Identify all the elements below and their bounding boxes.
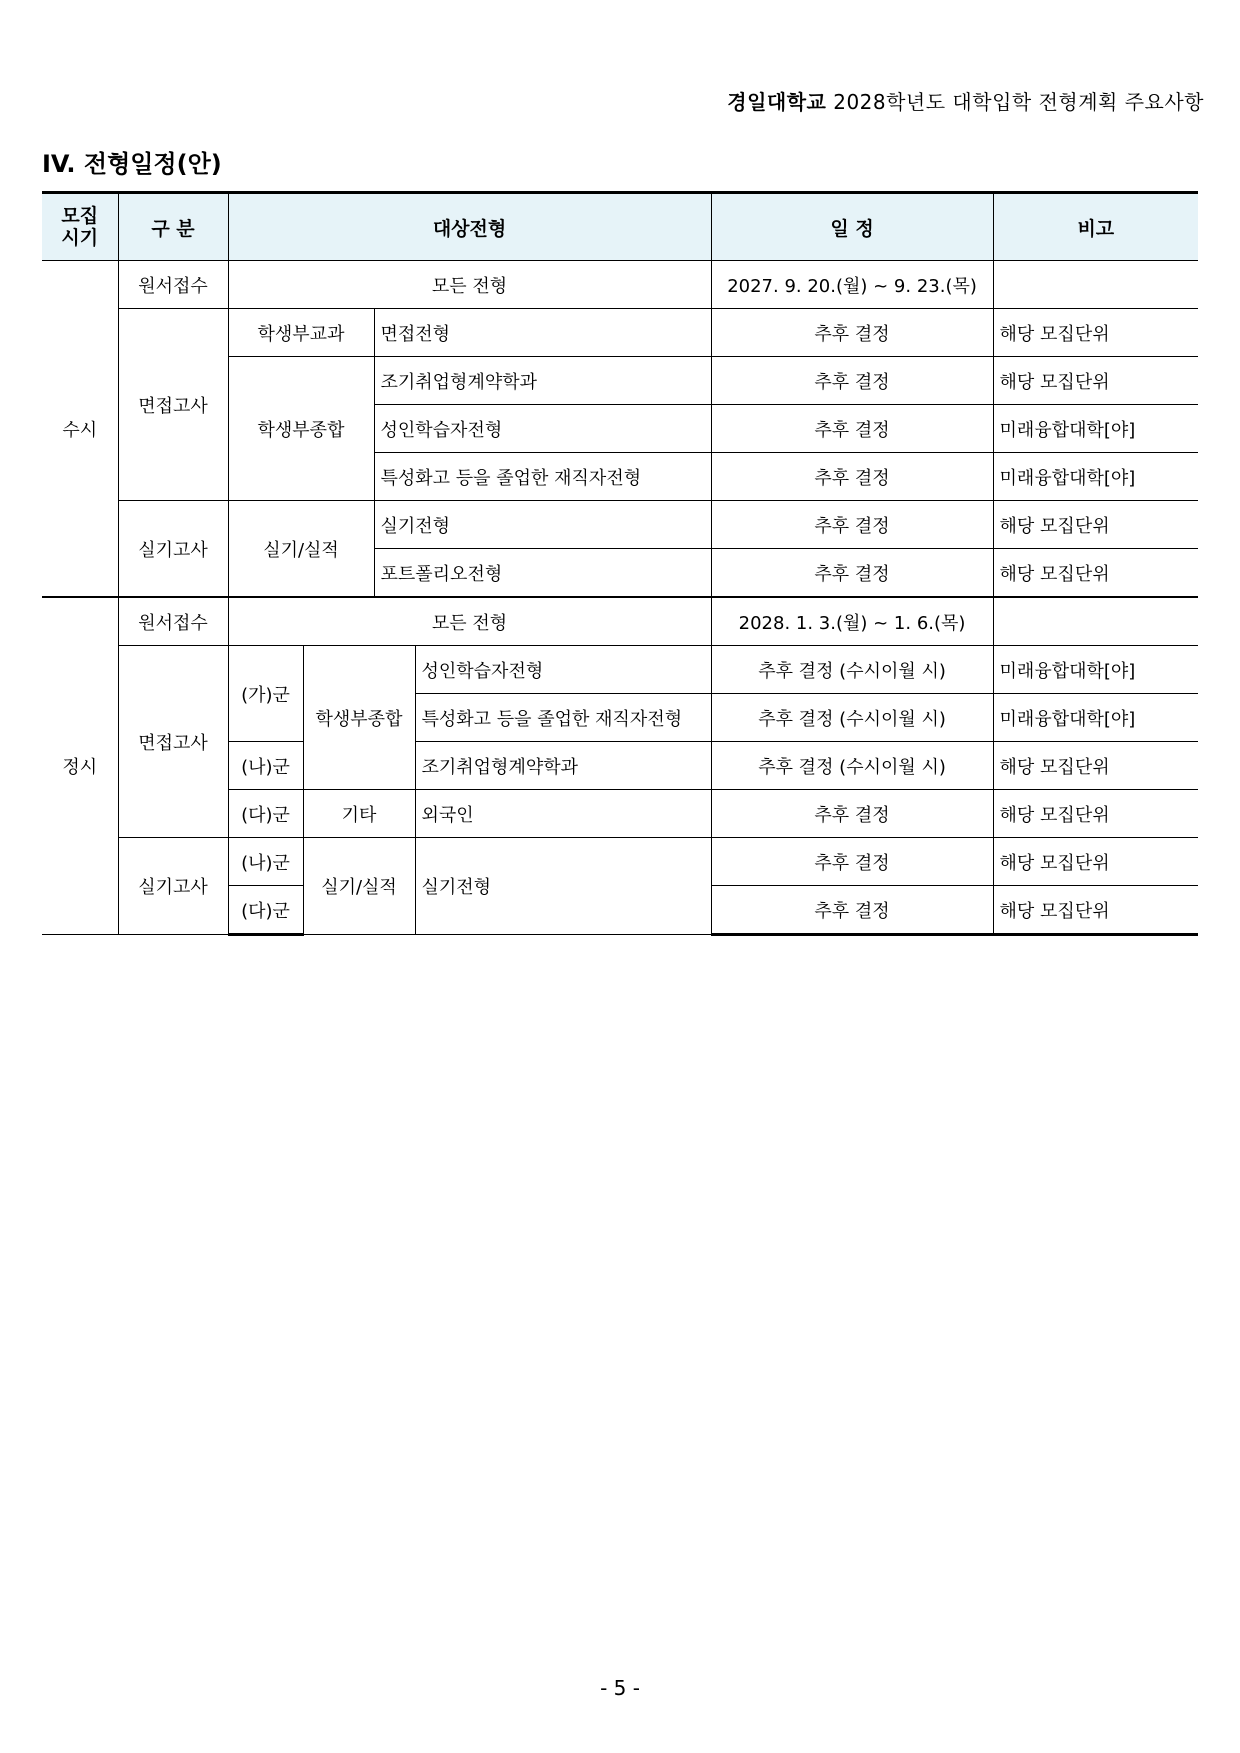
note-cell: 해당 모집단위 [993,790,1198,838]
subcategory-cell: 학생부종합 [228,357,374,501]
document-header [727,86,1204,115]
category-cell: 원서접수 [118,597,228,646]
category-cell: 실기고사 [118,838,228,935]
table-row [42,838,1198,886]
target-cell: 성인학습자전형 [415,646,711,694]
note-cell [993,597,1198,646]
target-cell: 실기전형 [415,838,711,935]
subcategory-cell: 실기/실적 [303,838,415,935]
category-cell: 원서접수 [118,261,228,309]
category-cell: 실기고사 [118,501,228,598]
table-header-row [42,193,1198,261]
note-cell: 해당 모집단위 [993,549,1198,598]
group-cell: (나)군 [228,742,303,790]
note-cell: 미래융합대학[야] [993,694,1198,742]
period-susi: 수시 [42,261,118,598]
group-cell: (다)군 [228,790,303,838]
category-cell: 면접고사 [118,309,228,501]
target-cell: 특성화고 등을 졸업한 재직자전형 [374,453,711,501]
schedule-cell: 추후 결정 [711,501,993,549]
table-row [42,501,1198,549]
target-cell: 조기취업형계약학과 [374,357,711,405]
note-cell: 미래융합대학[야] [993,646,1198,694]
section-title: IV. 전형일정(안) [42,150,222,178]
schedule-cell: 2028. 1. 3.(월) ~ 1. 6.(목) [711,597,993,646]
header-period: 모집 시기 [42,193,118,261]
note-cell [993,261,1198,309]
schedule-cell: 추후 결정 [711,886,993,935]
schedule-cell: 추후 결정 (수시이월 시) [711,646,993,694]
header-category: 구 분 [118,193,228,261]
note-cell: 해당 모집단위 [993,838,1198,886]
schedule-cell: 추후 결정 (수시이월 시) [711,694,993,742]
schedule-cell: 추후 결정 [711,549,993,598]
subcategory-cell: 학생부종합 [303,646,415,790]
table-row [42,646,1198,694]
note-cell: 해당 모집단위 [993,886,1198,935]
note-cell: 미래융합대학[야] [993,405,1198,453]
header-university: 경일대학교 [727,90,827,114]
page-number: - 5 - [600,1676,640,1700]
schedule-cell: 추후 결정 [711,309,993,357]
target-cell: 포트폴리오전형 [374,549,711,598]
schedule-cell: 추후 결정 [711,790,993,838]
subcategory-cell: 기타 [303,790,415,838]
table-row [42,597,1198,646]
target-cell: 외국인 [415,790,711,838]
target-cell: 면접전형 [374,309,711,357]
note-cell: 해당 모집단위 [993,742,1198,790]
header-title-text: 2028학년도 대학입학 전형계획 주요사항 [833,90,1204,114]
note-cell: 해당 모집단위 [993,357,1198,405]
note-cell: 미래융합대학[야] [993,453,1198,501]
header-schedule: 일 정 [711,193,993,261]
table-row [42,261,1198,309]
target-cell: 성인학습자전형 [374,405,711,453]
schedule-table [42,191,1198,936]
header-note: 비고 [993,193,1198,261]
period-jeongsi: 정시 [42,597,118,935]
schedule-cell: 추후 결정 [711,838,993,886]
schedule-cell: 추후 결정 [711,405,993,453]
header-target: 대상전형 [228,193,711,261]
note-cell: 해당 모집단위 [993,501,1198,549]
subcategory-cell: 학생부교과 [228,309,374,357]
note-cell: 해당 모집단위 [993,309,1198,357]
schedule-cell: 추후 결정 [711,453,993,501]
group-cell: (가)군 [228,646,303,742]
target-cell: 특성화고 등을 졸업한 재직자전형 [415,694,711,742]
schedule-cell: 추후 결정 (수시이월 시) [711,742,993,790]
target-cell: 모든 전형 [228,261,711,309]
table-row [42,309,1198,357]
group-cell: (다)군 [228,886,303,935]
target-cell: 조기취업형계약학과 [415,742,711,790]
schedule-cell: 추후 결정 [711,357,993,405]
target-cell: 실기전형 [374,501,711,549]
group-cell: (나)군 [228,838,303,886]
category-cell: 면접고사 [118,646,228,838]
schedule-cell: 2027. 9. 20.(월) ~ 9. 23.(목) [711,261,993,309]
subcategory-cell: 실기/실적 [228,501,374,598]
target-cell: 모든 전형 [228,597,711,646]
